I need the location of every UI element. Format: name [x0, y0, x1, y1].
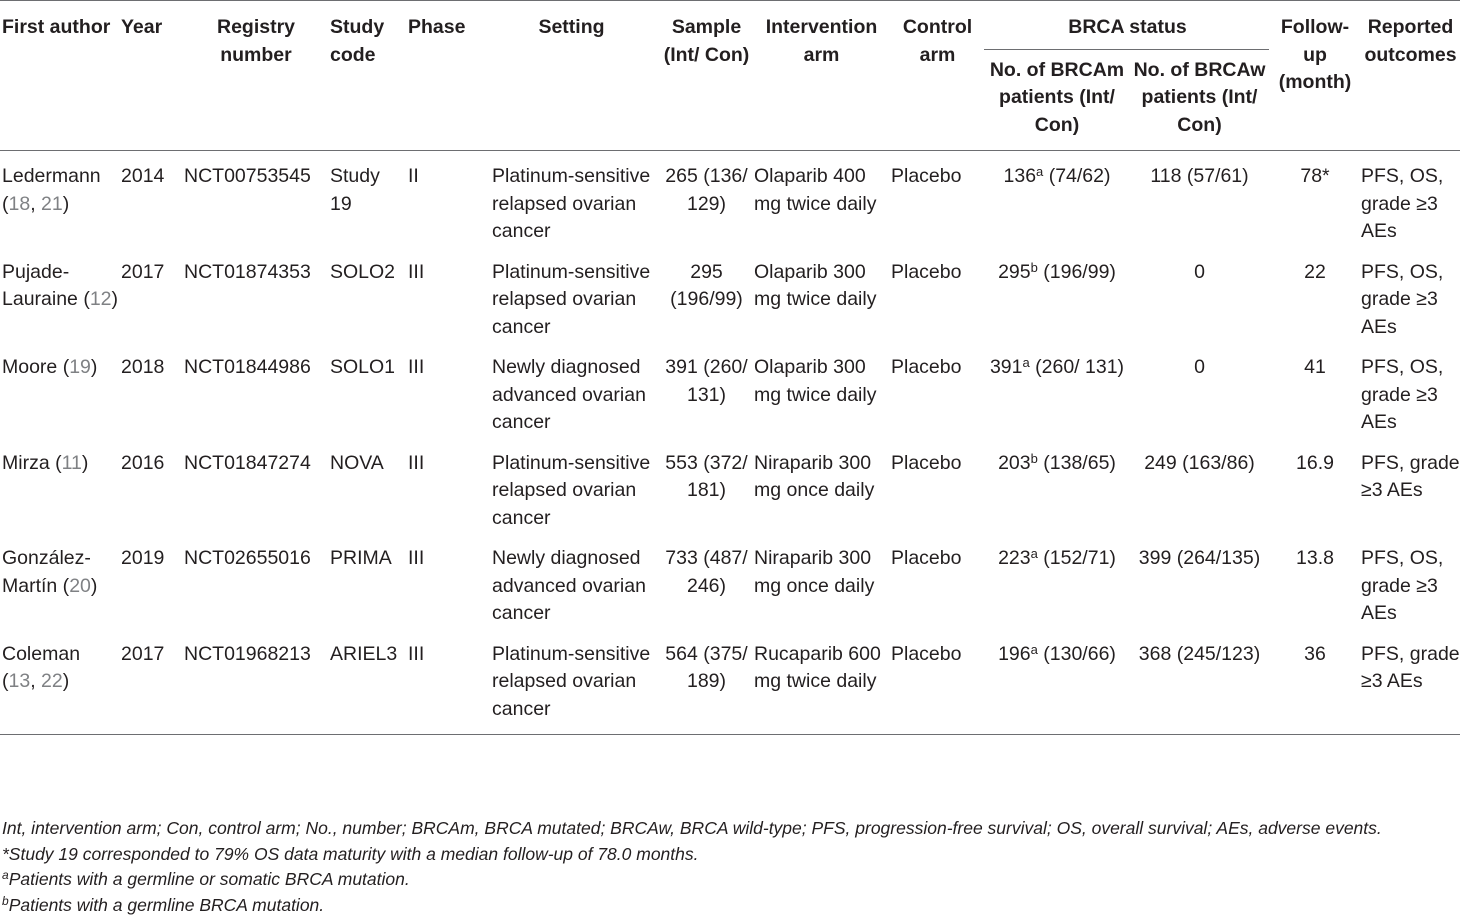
table-row [0, 151, 1460, 246]
cell-reported-outcomes: PFS, OS, grade ≥3 AEs [1361, 356, 1444, 433]
cell-brcaw-patients: 118 (57/61) [1150, 165, 1249, 187]
cell-setting: Platinum-sensitive relapsed ovarian cancer [492, 165, 651, 242]
table-footnotes [2, 816, 1458, 918]
footnote-mark: a [1022, 355, 1030, 370]
cell-study-code: ARIEL3 [328, 628, 406, 735]
header-brca-status [984, 1, 1269, 50]
cell-registry-number: NCT00753545 [184, 165, 311, 187]
brcam-split: (74/62) [1048, 165, 1111, 187]
cell-follow-up: 22 [1304, 260, 1326, 283]
cell-intervention-arm: Niraparib 300 mg once daily [754, 451, 875, 501]
table-row [0, 341, 1460, 437]
header-follow-up: Follow-up (month) [1269, 1, 1359, 151]
cell-year: 2018 [121, 356, 165, 378]
cell-intervention-arm: Rucaparib 600 mg twice daily [752, 628, 889, 735]
footnote-mark: b [1030, 259, 1038, 275]
brcam-split: (130/66) [1043, 642, 1116, 665]
cell-registry-number: NCT02655016 [184, 547, 311, 569]
footnote-mark: a [1030, 641, 1038, 657]
footnote-b [2, 893, 1458, 918]
cell-setting: Newly diagnosed advanced ovarian cancer [492, 356, 646, 433]
cell-reported-outcomes: PFS, grade ≥3 AEs [1359, 628, 1460, 735]
reference-link[interactable]: 18 [8, 192, 31, 215]
cell-brcam-patients [984, 151, 1128, 246]
brcam-split: (196/99) [1043, 260, 1116, 283]
header-phase: Phase [406, 1, 482, 151]
cell-follow-up: 41 [1304, 356, 1326, 378]
cell-first-author: González-Martín (20) [2, 547, 98, 597]
header-year: Year [119, 1, 182, 151]
header-brcam-patients: No. of BRCAm patients (Int/ Con) [984, 49, 1128, 151]
footnote-mark: a [1030, 546, 1038, 561]
header-intervention-arm: Intervention arm [752, 1, 889, 151]
cell-control-arm: Placebo [891, 260, 962, 283]
reference-link[interactable]: 22 [41, 670, 63, 692]
cell-study-code: SOLO2 [330, 260, 396, 283]
header-sample: Sample (Int/ Con) [659, 1, 752, 151]
cell-first-author: Pujade-Lauraine (12) [2, 260, 119, 310]
reference-link[interactable]: 13 [8, 670, 31, 692]
cell-study-code: Study 19 [330, 165, 380, 215]
reference-link[interactable]: 20 [69, 574, 91, 597]
cell-sample: 295 (196/99) [670, 260, 743, 310]
cell-registry-number: NCT01847274 [184, 451, 311, 474]
header-brca-status-label: BRCA status [1068, 16, 1187, 38]
cell-reported-outcomes: PFS, OS, grade ≥3 AEs [1361, 165, 1444, 242]
cell-first-author: Mirza (11) [2, 451, 89, 474]
header-study-code: Study code [328, 1, 406, 151]
footnote-mark: b [1030, 450, 1038, 466]
cell-control-arm: Placebo [891, 547, 962, 569]
cell-follow-up: 13.8 [1296, 547, 1334, 569]
brcam-split: (152/71) [1043, 547, 1116, 569]
brcam-total: 223 [998, 547, 1031, 569]
cell-phase: III [408, 451, 425, 474]
cell-reported-outcomes: PFS, OS, grade ≥3 AEs [1361, 260, 1444, 338]
brcam-total: 196 [998, 642, 1031, 665]
cell-registry-number: NCT01874353 [184, 260, 311, 283]
footnote-star: *Study 19 corresponded to 79% OS data maturity with a median follow-up of 78.0 months. [2, 843, 699, 864]
header-brcaw-patients: No. of BRCAw patients (Int/ Con) [1128, 49, 1269, 151]
header-registry-number: Registry number [182, 1, 328, 151]
footnote-b-text: Patients with a germline BRCA mutation. [8, 894, 325, 915]
cell-phase: III [406, 628, 482, 735]
table-header [0, 1, 1460, 151]
author-name: Ledermann [2, 165, 101, 187]
cell-year: 2014 [121, 165, 165, 187]
cell-reported-outcomes: PFS, OS, grade ≥3 AEs [1361, 547, 1444, 624]
cell-sample: 391 (260/ 131) [665, 356, 748, 406]
table-row [0, 437, 1460, 533]
reference-link[interactable]: 11 [61, 451, 82, 474]
cell-follow-up: 36 [1269, 628, 1359, 735]
cell-brcaw-patients: 399 (264/135) [1138, 547, 1261, 569]
header-first-author: First author [0, 1, 119, 151]
cell-study-code: NOVA [330, 451, 384, 474]
author-name: González-Martín [2, 547, 91, 597]
cell-sample: 564 (375/ 189) [659, 628, 752, 735]
author-name: Coleman [2, 642, 81, 665]
cell-brcam-patients [984, 246, 1128, 342]
brcam-total: 391 [989, 356, 1023, 378]
cell-reported-outcomes: PFS, grade ≥3 AEs [1361, 451, 1460, 501]
cell-brcaw-patients: 0 [1194, 260, 1205, 283]
header-control-arm: Control arm [889, 1, 984, 151]
cell-brcaw-patients: 0 [1194, 356, 1205, 378]
cell-phase: II [408, 165, 419, 187]
table-row [0, 628, 1460, 735]
cell-sample: 265 (136/ 129) [665, 165, 748, 215]
brcam-total: 136 [1003, 165, 1037, 187]
table-body [0, 151, 1460, 735]
footnote-a-mark: a [2, 868, 9, 882]
cell-sample: 553 (372/ 181) [665, 451, 748, 501]
cell-study-code: SOLO1 [330, 356, 396, 378]
table-row [0, 532, 1460, 628]
cell-study-code: PRIMA [330, 547, 392, 569]
cell-intervention-arm: Olaparib 400 mg twice daily [754, 165, 877, 215]
reference-link[interactable]: 12 [89, 288, 112, 310]
cell-control-arm: Placebo [891, 165, 962, 187]
cell-registry-number: NCT01968213 [182, 628, 328, 735]
cell-phase: III [408, 547, 425, 569]
cell-first-author: Ledermann (18, 21) [2, 165, 101, 215]
header-setting: Setting [482, 1, 659, 151]
brcam-split: (260/ 131) [1035, 356, 1125, 378]
cell-intervention-arm: Olaparib 300 mg twice daily [754, 260, 877, 310]
header-reported-outcomes: Reported outcomes [1359, 1, 1460, 151]
cell-setting: Platinum-sensitive relapsed ovarian cancer [482, 628, 659, 735]
cell-brcam-patients [984, 437, 1128, 533]
cell-phase: III [408, 260, 425, 283]
cell-setting: Newly diagnosed advanced ovarian cancer [492, 547, 646, 624]
cell-setting: Platinum-sensitive relapsed ovarian cancer [492, 260, 651, 338]
cell-control-arm: Placebo [891, 451, 962, 474]
cell-follow-up: 78* [1300, 165, 1330, 187]
cell-phase: III [408, 356, 425, 378]
cell-first-author: Moore (19) [2, 356, 98, 378]
footnote-mark: a [1036, 164, 1044, 179]
cell-first-author: Coleman (13, 22) [0, 628, 119, 735]
author-name: Moore [2, 356, 58, 378]
author-name: Pujade-Lauraine [2, 260, 78, 310]
cell-intervention-arm: Niraparib 300 mg once daily [754, 547, 875, 597]
cell-brcam-patients [984, 532, 1128, 628]
reference-link[interactable]: 19 [69, 356, 91, 378]
cell-year: 2016 [121, 451, 165, 474]
cell-year: 2017 [119, 628, 182, 735]
footnote-a-text: Patients with a germline or somatic BRCA mutation. [8, 869, 410, 889]
cell-year: 2017 [121, 260, 165, 283]
table-row [0, 246, 1460, 342]
footnote-a [2, 867, 1458, 893]
cell-intervention-arm: Olaparib 300 mg twice daily [754, 356, 877, 406]
cell-registry-number: NCT01844986 [184, 356, 311, 378]
brcam-total: 295 [998, 260, 1031, 283]
cell-control-arm: Placebo [889, 628, 984, 735]
cell-year: 2019 [121, 547, 165, 569]
cell-brcaw-patients: 249 (163/86) [1144, 451, 1255, 474]
cell-sample: 733 (487/ 246) [665, 547, 748, 597]
footnote-b-mark: b [2, 893, 9, 908]
cell-setting: Platinum-sensitive relapsed ovarian cancer [492, 451, 651, 529]
cell-brcaw-patients: 368 (245/123) [1128, 628, 1269, 735]
cell-brcam-patients [984, 341, 1128, 437]
brcam-total: 203 [998, 451, 1031, 474]
cell-control-arm: Placebo [891, 356, 962, 378]
cell-brcam-patients [984, 628, 1128, 735]
cell-follow-up: 16.9 [1296, 451, 1334, 474]
author-name: Mirza [2, 451, 50, 474]
reference-link[interactable]: 21 [41, 192, 63, 215]
footnote-abbreviations: Int, intervention arm; Con, control arm; No., number; BRCAm, BRCA mutated; BRCAw, BRCA wild-type; PFS, progression-free survival; OS, overall survival; AEs, adverse events. [2, 818, 1382, 838]
brcam-split: (138/65) [1043, 451, 1116, 474]
